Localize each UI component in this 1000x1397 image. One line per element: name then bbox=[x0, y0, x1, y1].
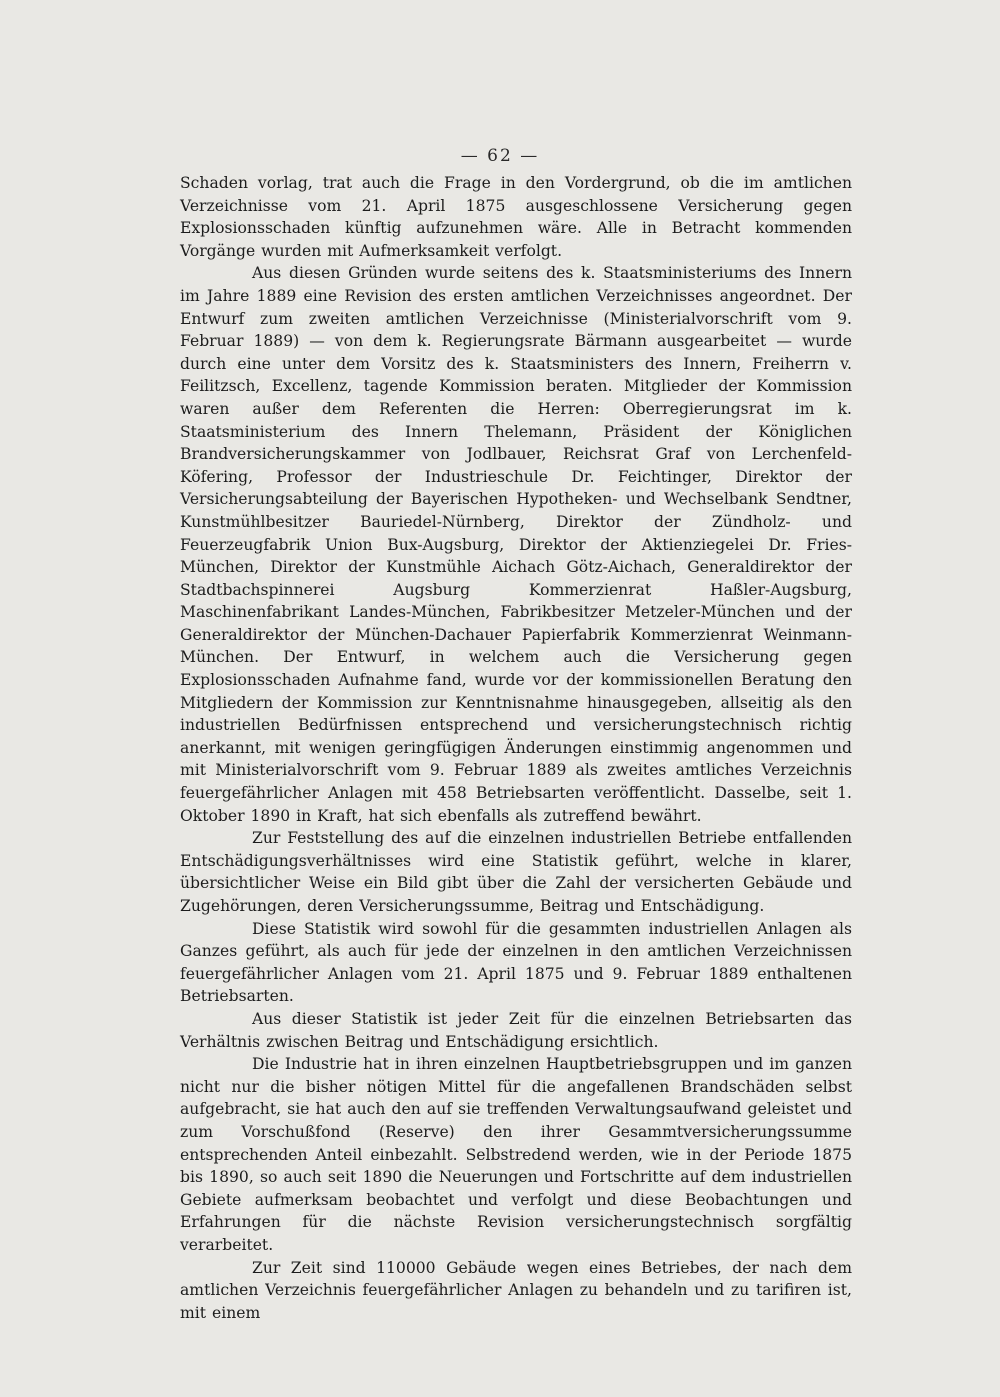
paragraph-2: Aus diesen Gründen wurde seitens des k. Staatsministeriums des Innern im Jahre 1889 eine Revision des ersten amtlichen Verzeichnisses angeordnet. Der Entwurf zum zweiten amtlichen Verzeichnisse (Ministerialvorschrift vom 9. Februar 1889) — von dem k. Regierungsrate Bärmann ausgearbeitet — wurde durch eine unter dem Vorsitz des k. Staatsministers des Innern, Freiherrn v. Feilitzsch, Excellenz, tagende Kommission beraten. Mitglieder der Kommission waren außer dem Referenten die Herren: Oberregierungsrat im k. Staatsministerium des Innern Thelemann, Präsident der Königlichen Brandversicherungskammer von Jodlbauer, Reichsrat Graf von Lerchenfeld-Köfering, Professor der Industrieschule Dr. Feichtinger, Direktor der Versicherungsabteilung der Bayerischen Hypotheken- und Wechselbank Sendtner, Kunstmühlbesitzer Bauriedel-Nürnberg, Direktor der Zündholz- und Feuerzeugfabrik Union Bux-Augsburg, Direktor der Aktienziegelei Dr. Fries-München, Direktor der Kunstmühle Aichach Götz-Aichach, Generaldirektor der Stadtbachspinnerei Augsburg Kommerzienrat Haßler-Augsburg, Maschinenfabrikant Landes-München, Fabrikbesitzer Metzeler-München und der Generaldirektor der München-Dachauer Papierfabrik Kommerzienrat Weinmann-München. Der Entwurf, in welchem auch die Versicherung gegen Explosionsschaden Aufnahme fand, wurde vor der kommissionellen Beratung den Mitgliedern der Kommission zur Kenntnisnahme hinausgegeben, allseitig als den industriellen Bedürfnissen entsprechend und versicherungstechnisch richtig anerkannt, mit wenigen geringfügigen Änderungen einstimmig angenommen und mit Ministerialvorschrift vom 9. Februar 1889 als zweites amtliches Verzeichnis feuergefährlicher Anlagen mit 458 Betriebsarten veröffentlicht. Dasselbe, seit 1. Oktober 1890 in Kraft, hat sich ebenfalls als zutreffend bewährt. bbox=[180, 264, 852, 825]
body-text bbox=[180, 172, 852, 1324]
paragraph-6: Die Industrie hat in ihren einzelnen Hauptbetriebsgruppen und im ganzen nicht nur die bisher nötigen Mittel für die angefallenen Brandschäden selbst aufgebracht, sie hat auch den auf sie treffenden Verwaltungsaufwand geleistet und zum Vorschußfond (Reserve) den ihrer Gesammtversicherungssumme entsprechenden Anteil einbezahlt. Selbstredend werden, wie in der Periode 1875 bis 1890, so auch seit 1890 die Neuerungen und Fortschritte auf dem industriellen Gebiete aufmerksam beobachtet und verfolgt und diese Beobachtungen und Erfahrungen für die nächste Revision versicherungstechnisch sorgfältig verarbeitet. bbox=[180, 1055, 852, 1254]
page-number: — 62 — bbox=[460, 146, 540, 166]
paragraph-5: Aus dieser Statistik ist jeder Zeit für die einzelnen Betriebsarten das Verhältnis zwischen Beitrag und Entschädigung ersichtlich. bbox=[180, 1009, 852, 1051]
paragraph-4: Diese Statistik wird sowohl für die gesammten industriellen Anlagen als Ganzes geführt, als auch für jede der einzelnen in den amtlichen Verzeichnissen feuergefährlicher Anlagen vom 21. April 1875 und 9. Februar 1889 enthaltenen Betriebsarten. bbox=[180, 919, 852, 1006]
paragraph-3: Zur Feststellung des auf die einzelnen industriellen Betriebe entfallenden Entschädigungsverhältnisses wird eine Statistik geführt, welche in klarer, übersichtlicher Weise ein Bild gibt über die Zahl der versicherten Gebäude und Zugehörungen, deren Versicherungssumme, Beitrag und Entschädigung. bbox=[180, 829, 852, 915]
paragraph-1: Schaden vorlag, trat auch die Frage in den Vordergrund, ob die im amtlichen Verzeichnisse vom 21. April 1875 ausgeschlossene Versicherung gegen Explosionsschaden künftig aufzunehmen wäre. Alle in Betracht kommenden Vorgänge wurden mit Aufmerksamkeit verfolgt. bbox=[180, 174, 852, 260]
paragraph-7: Zur Zeit sind 110000 Gebäude wegen eines Betriebes, der nach dem amtlichen Verzeichnis feuergefährlicher Anlagen zu behandeln und zu tarifiren ist, mit einem bbox=[180, 1258, 852, 1322]
